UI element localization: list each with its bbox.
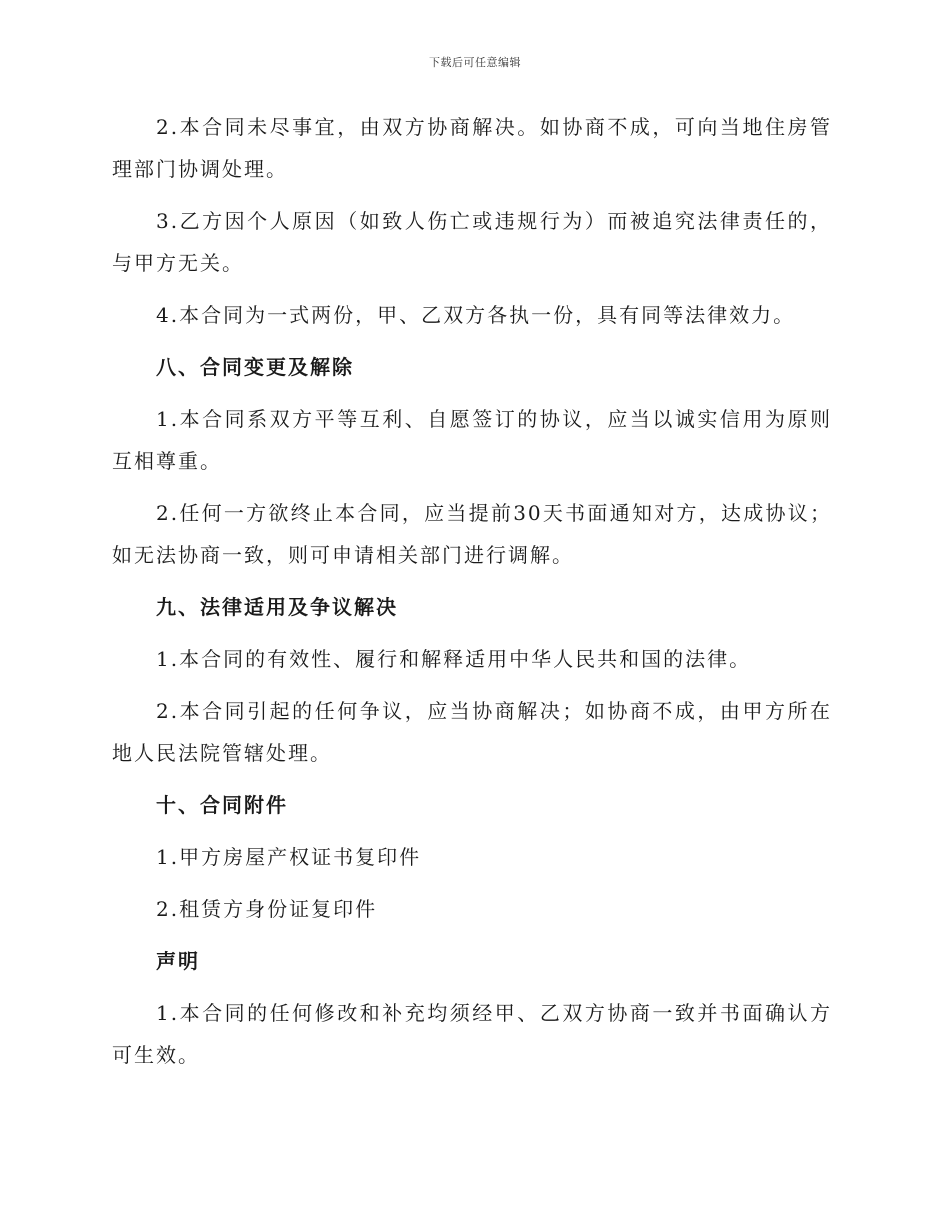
clause-9-1: 1.本合同的有效性、履行和解释适用中华人民共和国的法律。 — [156, 647, 752, 671]
clause-8-2: 2.任何一方欲终止本合同，应当提前30天书面通知对方，达成协议；如无法协商一致，则可申请相关部门进行调解。 — [112, 501, 832, 567]
section-heading-8: 八、合同变更及解除 — [156, 355, 354, 379]
declaration-heading: 声明 — [156, 949, 200, 973]
clause-7-4: 4.本合同为一式两份，甲、乙双方各执一份，具有同等法律效力。 — [156, 303, 796, 327]
page-header: 下载后可任意编辑 — [429, 56, 521, 69]
clause-7-3: 3.乙方因个人原因（如致人伤亡或违规行为）而被追究法律责任的，与甲方无关。 — [112, 209, 832, 275]
clause-8-1: 1.本合同系双方平等互利、自愿签订的协议，应当以诚实信用为原则互相尊重。 — [112, 407, 832, 473]
clause-7-2: 2.本合同未尽事宜，由双方协商解决。如协商不成，可向当地住房管理部门协调处理。 — [112, 115, 832, 181]
section-heading-9: 九、法律适用及争议解决 — [156, 595, 398, 619]
clause-9-2: 2.本合同引起的任何争议，应当协商解决；如协商不成，由甲方所在地人民法院管辖处理。 — [112, 699, 832, 765]
attachment-1: 1.甲方房屋产权证书复印件 — [156, 845, 422, 869]
section-heading-10: 十、合同附件 — [156, 793, 288, 817]
declaration-1: 1.本合同的任何修改和补充均须经甲、乙双方协商一致并书面确认方可生效。 — [112, 1001, 832, 1067]
document-body — [112, 106, 832, 1086]
attachment-2: 2.租赁方身份证复印件 — [156, 897, 378, 921]
